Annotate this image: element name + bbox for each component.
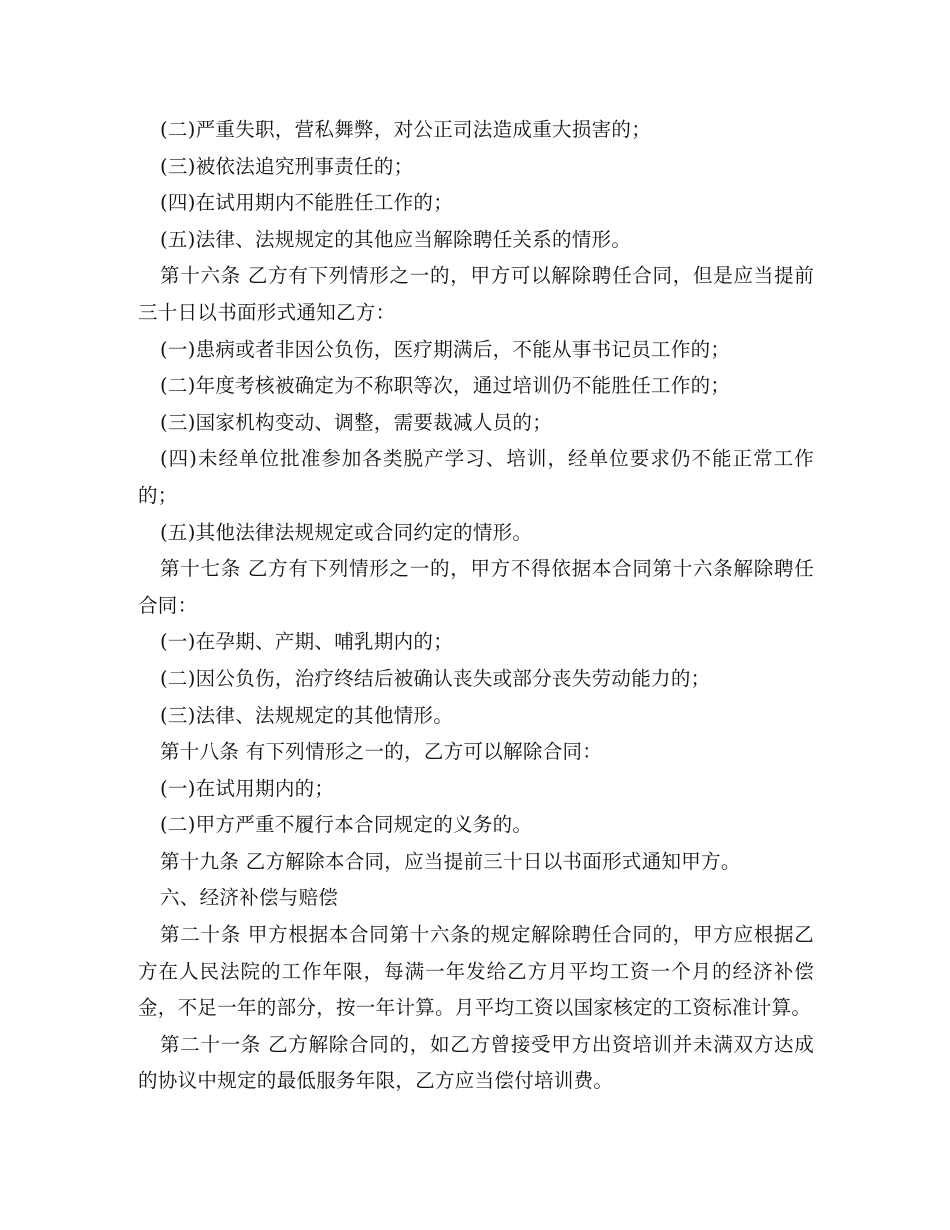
section-heading-6: 六、经济补偿与赔偿 xyxy=(160,886,339,910)
document-page xyxy=(138,112,814,1100)
clause-item-2: (二)严重失职，营私舞弊，对公正司法造成重大损害的； xyxy=(160,118,652,141)
clause-item-5: (五)法律、法规规定的其他应当解除聘任关系的情形。 xyxy=(160,227,632,251)
article-16-item-1: (一)患病或者非因公负伤，医疗期满后，不能从事书记员工作的； xyxy=(160,337,731,361)
article-16: 第十六条 乙方有下列情形之一的，甲方可以解除聘任合同，但是应当提前三十日以书面形式通知乙方： xyxy=(138,264,814,324)
article-16-item-2: (二)年度考核被确定为不称职等次，通过培训仍不能胜任工作的； xyxy=(160,374,731,398)
article-17-item-2: (二)因公负伤，治疗终结后被确认丧失或部分丧失劳动能力的； xyxy=(160,666,711,690)
article-18-item-1: (一)在试用期内的； xyxy=(160,776,335,800)
article-17-item-3: (三)法律、法规规定的其他情形。 xyxy=(160,703,454,727)
article-16-item-3: (三)国家机构变动、调整，需要裁减人员的； xyxy=(160,410,553,434)
article-17: 第十七条 乙方有下列情形之一的，甲方不得依据本合同第十六条解除聘任合同： xyxy=(138,557,814,617)
article-21: 第二十一条 乙方解除合同的，如乙方曾接受甲方出资培训并未满双方达成的协议中规定的最低服务年限，乙方应当偿付培训费。 xyxy=(138,1032,814,1093)
clause-item-4: (四)在试用期内不能胜任工作的； xyxy=(160,191,454,215)
article-16-item-4: (四)未经单位批准参加各类脱产学习、培训，经单位要求仍不能正常工作的； xyxy=(138,447,814,507)
article-19: 第十九条 乙方解除本合同，应当提前三十日以书面形式通知甲方。 xyxy=(160,849,741,873)
article-16-item-5: (五)其他法律法规规定或合同约定的情形。 xyxy=(160,520,533,544)
article-18-item-2: (二)甲方严重不履行本合同规定的义务的。 xyxy=(160,813,533,837)
clause-item-3: (三)被依法追究刑事责任的； xyxy=(160,154,414,178)
article-20: 第二十条 甲方根据本合同第十六条的规定解除聘任合同的，甲方应根据乙方在人民法院的工作年限，每满一年发给乙方月平均工资一个月的经济补偿金，不足一年的部分，按一年计算。月平均工资以国家核定的工资标准计算。 xyxy=(138,923,814,1020)
article-17-item-1: (一)在孕期、产期、哺乳期内的； xyxy=(160,630,454,654)
article-18: 第十八条 有下列情形之一的，乙方可以解除合同： xyxy=(160,740,603,764)
